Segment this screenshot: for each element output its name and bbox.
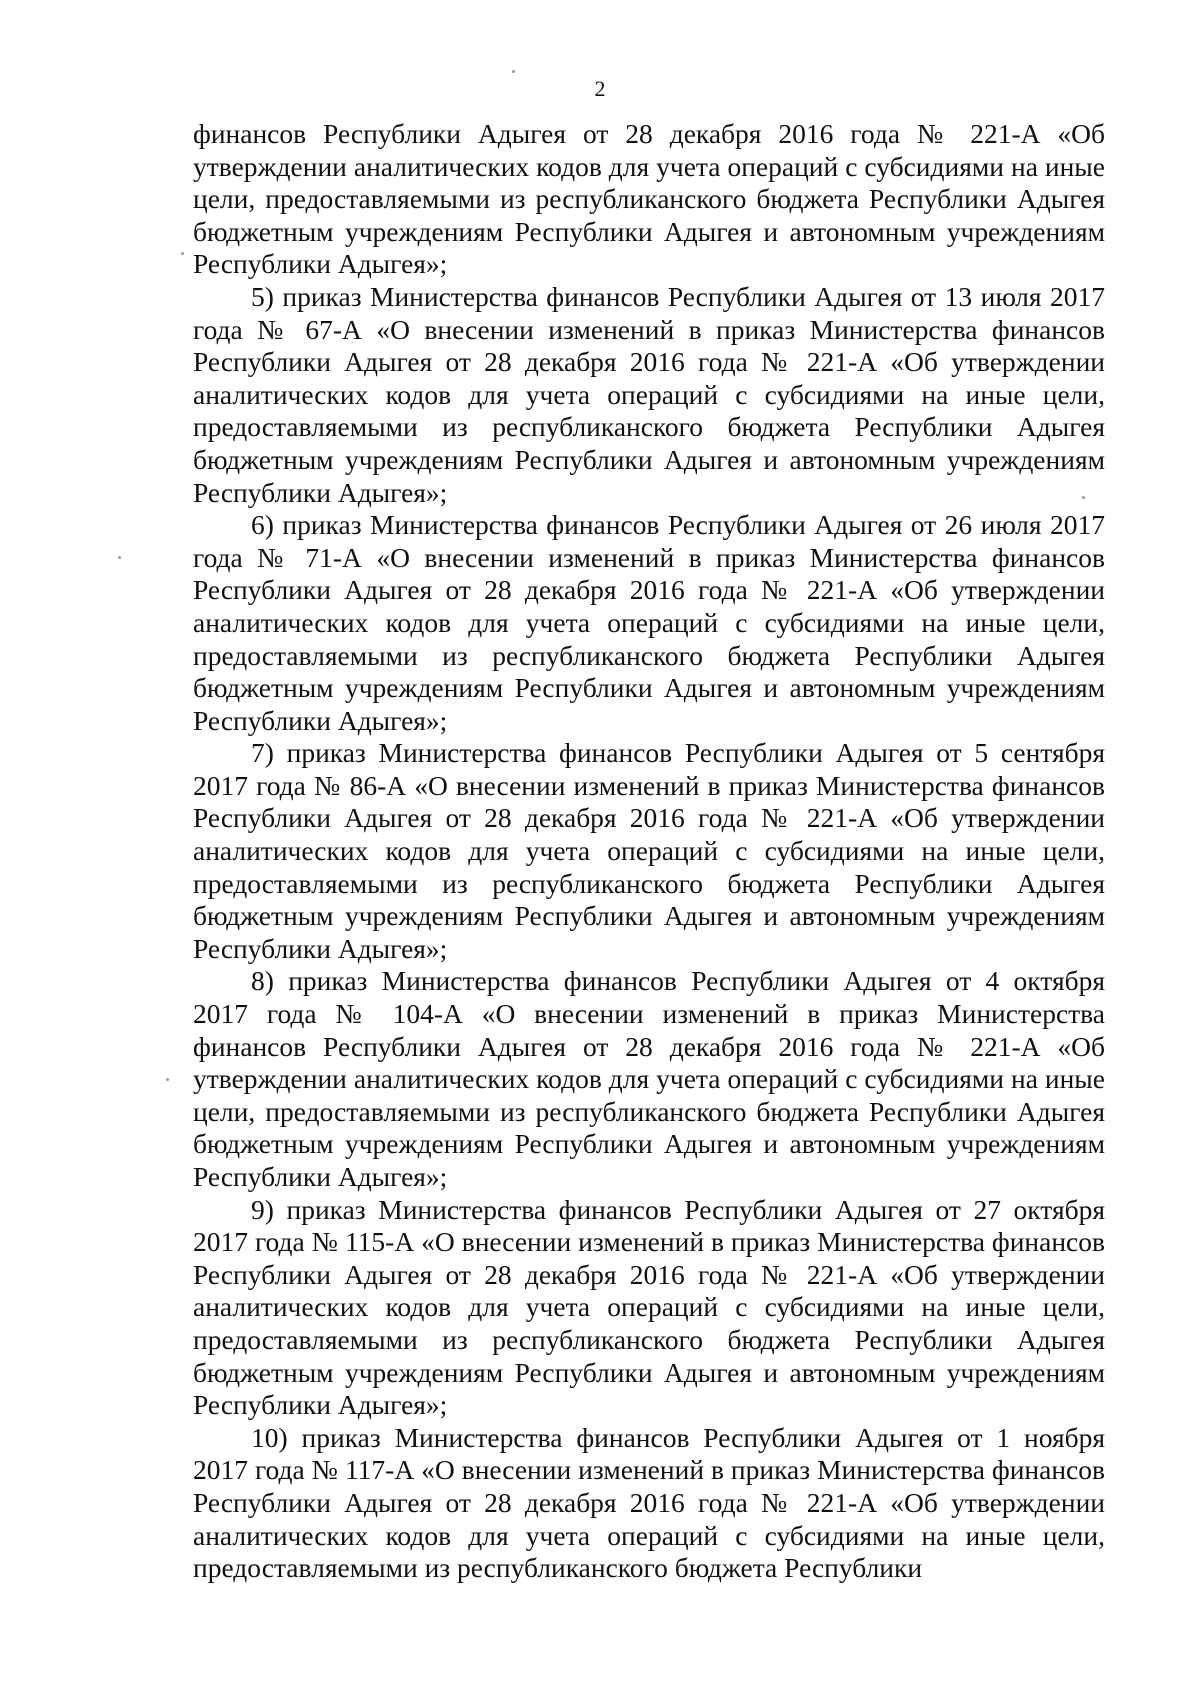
document-body	[193, 118, 1105, 1585]
scan-speck	[181, 252, 184, 255]
list-item-7: 7) приказ Министерства финансов Республики Адыгея от 5 сентября 2017 года № 86-А «О внесении изменений в приказ Министерства финансов Республики Адыгея от 28 декабря 2016 года № 221-А «Об утверждении аналитических кодов для учета операций с субсидиями на иные цели, предоставляемыми из республиканского бюджета Республики Адыгея бюджетным учреждениям Республики Адыгея и автономным учреждениям Республики Адыгея»;	[193, 737, 1105, 964]
list-item-9: 9) приказ Министерства финансов Республики Адыгея от 27 октября 2017 года № 115-А «О внесении изменений в приказ Министерства финансов Республики Адыгея от 28 декабря 2016 года № 221-А «Об утверждении аналитических кодов для учета операций с субсидиями на иные цели, предоставляемыми из республиканского бюджета Республики Адыгея бюджетным учреждениям Республики Адыгея и автономным учреждениям Республики Адыгея»;	[193, 1193, 1105, 1421]
list-item-6: 6) приказ Министерства финансов Республики Адыгея от 26 июля 2017 года № 71-А «О внесении изменений в приказ Министерства финансов Республики Адыгея от 28 декабря 2016 года № 221-А «Об утверждении аналитических кодов для учета операций с субсидиями на иные цели, предоставляемыми из республиканского бюджета Республики Адыгея бюджетным учреждениям Республики Адыгея и автономным учреждениям Республики Адыгея»;	[193, 509, 1105, 736]
page-number: 2	[594, 76, 606, 101]
paragraph-continuation: финансов Республики Адыгея от 28 декабря 2016 года № 221-А «Об утверждении аналитических кодов для учета операций с субсидиями на иные цели, предоставляемыми из республиканского бюджета Республики Адыгея бюджетным учреждениям Республики Адыгея и автономным учреждениям Республики Адыгея»;	[193, 118, 1105, 280]
list-item-10: 10) приказ Министерства финансов Республики Адыгея от 1 ноября 2017 года № 117-А «О внесении изменений в приказ Министерства финансов Республики Адыгея от 28 декабря 2016 года № 221-А «Об утверждении аналитических кодов для учета операций с субсидиями на иные цели, предоставляемыми из республиканского бюджета Республики	[193, 1421, 1105, 1584]
scan-speck	[1082, 496, 1085, 499]
list-item-5: 5) приказ Министерства финансов Республики Адыгея от 13 июля 2017 года № 67-А «О внесении изменений в приказ Министерства финансов Республики Адыгея от 28 декабря 2016 года № 221-А «Об утверждении аналитических кодов для учета операций с субсидиями на иные цели, предоставляемыми из республиканского бюджета Республики Адыгея бюджетным учреждениям Республики Адыгея и автономным учреждениям Республики Адыгея»;	[193, 280, 1105, 508]
list-item-8: 8) приказ Министерства финансов Республики Адыгея от 4 октября 2017 года № 104-А «О внесении изменений в приказ Министерства финансов Республики Адыгея от 28 декабря 2016 года № 221-А «Об утверждении аналитических кодов для учета операций с субсидиями на иные цели, предоставляемыми из республиканского бюджета Республики Адыгея бюджетным учреждениям Республики Адыгея и автономным учреждениям Республики Адыгея»;	[193, 965, 1105, 1192]
scan-speck	[118, 556, 121, 559]
scan-speck	[166, 1078, 169, 1081]
scan-speck	[512, 70, 515, 73]
